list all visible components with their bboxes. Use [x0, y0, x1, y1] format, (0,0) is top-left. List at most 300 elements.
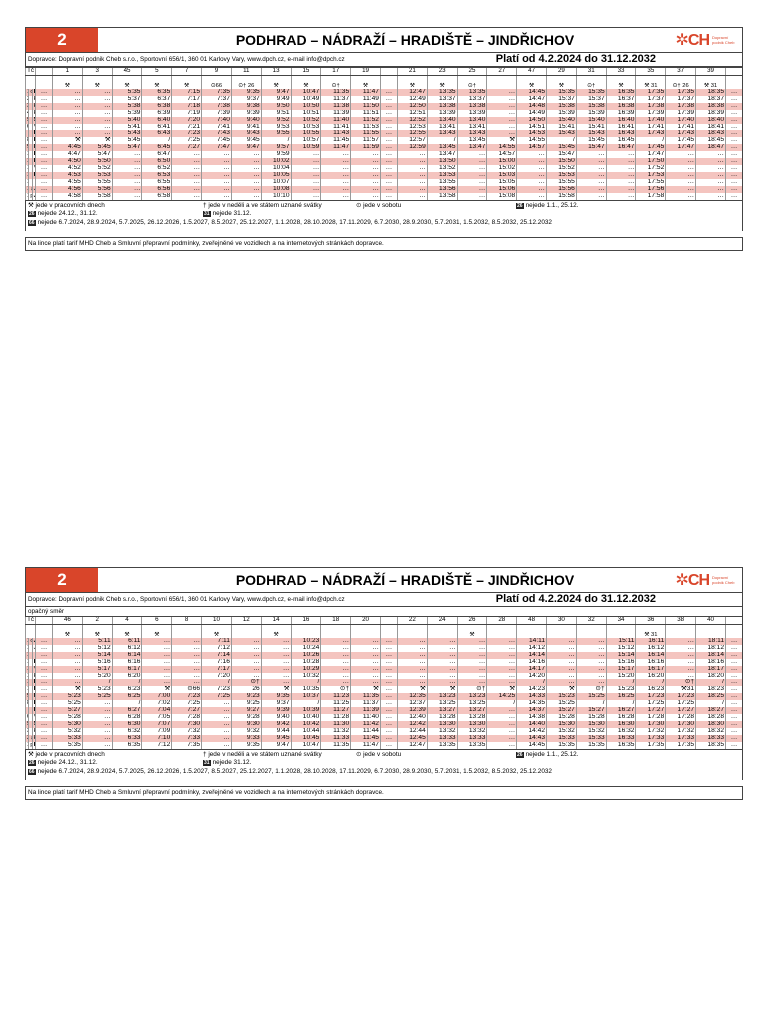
departure-time: … [576, 151, 606, 158]
connection-note [726, 76, 743, 90]
departure-time: 7:12 [142, 742, 172, 749]
departure-time: … [36, 179, 53, 186]
departure-time: 6:16 [112, 659, 142, 666]
legend [25, 201, 743, 232]
departure-time: 13:47 [457, 144, 487, 151]
departure-time: … [321, 652, 351, 659]
departure-time: … [696, 151, 726, 158]
departure-time: … [142, 679, 172, 686]
departure-time: 17:28 [636, 714, 666, 721]
departure-time: 11:27 [321, 707, 351, 714]
departure-time: 11:35 [321, 89, 351, 96]
table-row [26, 679, 743, 686]
line-number-badge: 2 [26, 568, 98, 592]
connection-number [380, 617, 397, 625]
departure-time: / [261, 137, 291, 144]
departure-time: … [321, 679, 351, 686]
departure-time: 6:17 [112, 666, 142, 673]
departure-time: 15:37 [547, 96, 577, 103]
departure-time: … [82, 700, 112, 707]
departure-time: … [53, 89, 83, 96]
stop-name [32, 110, 35, 117]
departure-time: ⊙† [321, 686, 351, 693]
departure-time: 5:25 [53, 700, 83, 707]
departure-time: 5:45 [112, 137, 142, 144]
departure-time: 18:25 [696, 693, 726, 700]
connection-note [351, 625, 381, 639]
departure-time: 16:11 [636, 638, 666, 645]
departure-time: 5:56 [82, 186, 112, 193]
direction-label: opačný směr [25, 607, 743, 616]
departure-time: 6:38 [142, 103, 172, 110]
departure-time: … [82, 96, 112, 103]
departure-time: 9:43 [231, 130, 261, 137]
departure-time: … [36, 700, 53, 707]
departure-time: 14:55 [487, 144, 517, 151]
departure-time: … [726, 686, 743, 693]
timetable-grid [25, 616, 743, 750]
departure-time: … [380, 144, 397, 151]
departure-time: … [726, 721, 743, 728]
departure-time: … [172, 172, 202, 179]
departure-time: 12:42 [397, 721, 427, 728]
departure-time: 15:50 [547, 158, 577, 165]
departure-time: … [112, 158, 142, 165]
departure-time: 11:53 [351, 124, 381, 131]
connection-number: 36 [636, 617, 666, 625]
departure-time: … [231, 186, 261, 193]
departure-time: 17:50 [636, 158, 666, 165]
departure-time: 9:30 [231, 721, 261, 728]
departure-time: … [517, 165, 547, 172]
departure-time: 9:37 [231, 96, 261, 103]
departure-time: … [380, 172, 397, 179]
departure-time: … [82, 110, 112, 117]
departure-time: … [397, 645, 427, 652]
table-row [26, 158, 743, 165]
departure-time: 12:50 [397, 103, 427, 110]
table-row [26, 179, 743, 186]
departure-time: 12:40 [397, 714, 427, 721]
connection-note: ⊙† 26 [666, 76, 696, 90]
departure-time: 11:30 [321, 721, 351, 728]
departure-time: … [427, 659, 457, 666]
legend-badge: 66 [29, 768, 35, 775]
departure-time: 11:44 [351, 728, 381, 735]
departure-time: ⊙† [231, 679, 261, 686]
departure-time: 15:28 [547, 714, 577, 721]
departure-time: 5:52 [82, 165, 112, 172]
departure-time: 11:59 [351, 144, 381, 151]
departure-time: ⚒ [397, 686, 427, 693]
departure-time: … [351, 645, 381, 652]
departure-time: ⚒ [82, 137, 112, 144]
departure-time: 9:38 [231, 103, 261, 110]
departure-time: 18:39 [696, 110, 726, 117]
departure-time: 9:37 [261, 700, 291, 707]
departure-time: 7:43 [202, 130, 232, 137]
departure-time: … [576, 659, 606, 666]
connection-number [36, 617, 53, 625]
departure-time: 9:47 [261, 89, 291, 96]
departure-time: 13:30 [457, 721, 487, 728]
legend-item: ⚒ jede v pracovních dnech [28, 750, 105, 758]
departure-time: 13:28 [427, 714, 457, 721]
departure-time: … [666, 638, 696, 645]
departure-time: 15:35 [547, 89, 577, 96]
departure-time: … [172, 652, 202, 659]
departure-time: 7:16 [202, 659, 232, 666]
departure-time: … [172, 673, 202, 680]
departure-time: … [202, 707, 232, 714]
departure-time: 13:25 [427, 700, 457, 707]
departure-time: 17:37 [636, 96, 666, 103]
departure-time: 7:02 [142, 700, 172, 707]
departure-time: … [606, 186, 636, 193]
departure-time: … [696, 158, 726, 165]
departure-time: … [172, 165, 202, 172]
departure-time: … [142, 659, 172, 666]
departure-time: … [487, 117, 517, 124]
departure-time: … [457, 186, 487, 193]
departure-time: … [666, 179, 696, 186]
operator-text: Dopravce: Dopravní podnik Cheb s.r.o., Sportovní 656/1, 360 01 Karlovy Vary, www.dpch.cz, e-mail info@dpch.cz [28, 56, 345, 63]
departure-time: 15:43 [547, 130, 577, 137]
departure-time: … [261, 673, 291, 680]
departure-time: … [36, 130, 53, 137]
departure-time: 9:59 [261, 151, 291, 158]
departure-time: 18:47 [696, 144, 726, 151]
departure-time: … [457, 638, 487, 645]
departure-time: 17:58 [636, 193, 666, 200]
departure-time: 5:37 [112, 96, 142, 103]
departure-time: 15:45 [547, 144, 577, 151]
departure-time: 5:53 [82, 172, 112, 179]
connection-note [397, 625, 427, 639]
departure-time: 6:28 [112, 714, 142, 721]
stop-name [32, 652, 35, 659]
departure-time: 18:32 [696, 728, 726, 735]
departure-time: / [547, 137, 577, 144]
connection-note: ⚒ [457, 625, 487, 639]
departure-time: 15:30 [576, 721, 606, 728]
departure-time: 7:35 [172, 742, 202, 749]
departure-time: 11:32 [321, 728, 351, 735]
departure-time: … [53, 110, 83, 117]
departure-time: 4:55 [53, 179, 83, 186]
departure-time: … [82, 130, 112, 137]
departure-time: 14:33 [517, 693, 547, 700]
departure-time: … [457, 645, 487, 652]
logo-mark: ✲CH [675, 572, 709, 589]
stop-name [32, 89, 35, 96]
departure-time: 12:55 [397, 130, 427, 137]
departure-time: 15:02 [487, 165, 517, 172]
departure-time: … [380, 721, 397, 728]
departure-time: … [380, 679, 397, 686]
departure-time: 12:59 [397, 144, 427, 151]
departure-time: … [726, 659, 743, 666]
departure-time: … [696, 172, 726, 179]
departure-time: … [380, 645, 397, 652]
departure-time: … [427, 645, 457, 652]
stop-name [32, 165, 35, 172]
departure-time: … [576, 172, 606, 179]
departure-time: … [487, 673, 517, 680]
departure-time: 17:41 [636, 124, 666, 131]
route-title: PODHRAD – NÁDRAŽÍ – HRADIŠTĚ – JINDŘICHOV [235, 572, 575, 588]
departure-time: 13:23 [427, 693, 457, 700]
departure-time: … [172, 158, 202, 165]
departure-time: … [397, 193, 427, 200]
departure-time: ⊙† [576, 686, 606, 693]
table-row [26, 151, 743, 158]
departure-time: 7:39 [202, 110, 232, 117]
departure-time: 16:38 [606, 103, 636, 110]
stop-name [32, 124, 35, 131]
departure-time: 10:47 [291, 742, 321, 749]
table-row [26, 96, 743, 103]
departure-time: … [351, 659, 381, 666]
departure-time: … [53, 666, 83, 673]
departure-time: 5:30 [53, 721, 83, 728]
departure-time: … [36, 151, 53, 158]
departure-time: … [726, 645, 743, 652]
departure-time: ⚒ [53, 686, 83, 693]
departure-time: 15:20 [606, 673, 636, 680]
departure-time: 7:37 [202, 96, 232, 103]
departure-time: … [36, 721, 53, 728]
departure-time: 15:32 [576, 728, 606, 735]
departure-time: … [726, 700, 743, 707]
departure-time: 13:40 [427, 117, 457, 124]
departure-time: … [36, 638, 53, 645]
departure-time: 10:44 [291, 728, 321, 735]
departure-time: … [36, 728, 53, 735]
departure-time: … [427, 666, 457, 673]
departure-time: 14:42 [517, 728, 547, 735]
departure-time: … [457, 679, 487, 686]
departure-time: … [517, 193, 547, 200]
departure-time: 11:52 [351, 117, 381, 124]
departure-time: 6:47 [142, 151, 172, 158]
connection-number: 48 [517, 617, 547, 625]
departure-time: 12:57 [397, 137, 427, 144]
departure-time: 13:27 [457, 707, 487, 714]
departure-time: … [231, 158, 261, 165]
departure-time: … [380, 103, 397, 110]
departure-time: 9:50 [261, 103, 291, 110]
departure-time: 5:27 [53, 707, 83, 714]
departure-time: 10:28 [291, 659, 321, 666]
departure-time: … [397, 151, 427, 158]
departure-time: … [726, 96, 743, 103]
table-row [26, 700, 743, 707]
departure-time: ⚒ [547, 686, 577, 693]
departure-time: 9:51 [261, 110, 291, 117]
connection-note: ⚒ 31 [696, 76, 726, 90]
departure-time: 14:40 [517, 721, 547, 728]
departure-time: … [487, 721, 517, 728]
departure-time: 15:25 [547, 700, 577, 707]
connection-number: 38 [666, 617, 696, 625]
departure-time: … [82, 721, 112, 728]
departure-time: 18:40 [696, 117, 726, 124]
tariff-footer: Na lince platí tarif MHD Cheb a Smluvní přepravní podmínky, zveřejněné ve vozidlech a na internetových stránkách dopravce. [25, 237, 743, 251]
departure-time: ⚒ [427, 686, 457, 693]
departure-time: 13:33 [457, 735, 487, 742]
departure-time: 6:45 [142, 144, 172, 151]
connection-note: ⚒ [397, 76, 427, 90]
table-row [26, 117, 743, 124]
departure-time: … [397, 172, 427, 179]
connection-number: 30 [547, 617, 577, 625]
connection-note: ⚒ [547, 76, 577, 90]
departure-time: … [726, 735, 743, 742]
legend-row [28, 751, 740, 760]
departure-time: … [726, 707, 743, 714]
departure-time: … [606, 179, 636, 186]
departure-time: 6:41 [142, 124, 172, 131]
departure-time: 11:51 [351, 110, 381, 117]
departure-time: 14:55 [517, 137, 547, 144]
departure-time: 5:50 [82, 158, 112, 165]
stop-name [32, 96, 35, 103]
departure-time: 11:57 [351, 137, 381, 144]
table-row [26, 186, 743, 193]
departure-time: 15:40 [547, 117, 577, 124]
departure-time: 5:40 [112, 117, 142, 124]
tc-label: Tč [27, 616, 34, 624]
stop-name [32, 735, 35, 742]
departure-time: … [380, 638, 397, 645]
departure-time: … [547, 666, 577, 673]
connection-note [172, 625, 202, 639]
departure-time: 4:53 [53, 172, 83, 179]
departure-time: / [291, 679, 321, 686]
departure-time: 9:39 [231, 110, 261, 117]
departure-time: … [380, 666, 397, 673]
departure-time: 5:39 [112, 110, 142, 117]
departure-time: … [696, 186, 726, 193]
departure-time: … [36, 686, 53, 693]
departure-time: 11:37 [321, 96, 351, 103]
legend-text: nejede 6.7.2024, 28.9.2024, 5.7.2025, 26.12.2026, 1.5.2027, 8.5.2027, 25.12.2027, 1.1.2028, 28.10.2028, 17.11.2029, 6.7.2030, 28.9.2030, 5.7.2031, 1.5.2032, 8.5.2032, 25.12.2032 [37, 767, 552, 775]
departure-time: 15:35 [547, 742, 577, 749]
legend-text: nejede 24.12., 31.12. [37, 759, 98, 766]
departure-time: 6:55 [142, 179, 172, 186]
departure-time: 13:50 [427, 158, 457, 165]
departure-time: 15:43 [576, 130, 606, 137]
departure-time: 17:52 [636, 165, 666, 172]
departure-time: 5:11 [82, 638, 112, 645]
departure-time: 17:30 [636, 721, 666, 728]
departure-time: 11:38 [321, 103, 351, 110]
departure-time: … [36, 117, 53, 124]
departure-time: … [666, 172, 696, 179]
departure-time: 6:14 [112, 652, 142, 659]
departure-time: 5:28 [53, 714, 83, 721]
departure-time: … [36, 735, 53, 742]
connection-note: ⊙66 [202, 76, 232, 90]
departure-time: … [397, 186, 427, 193]
departure-time: … [82, 103, 112, 110]
departure-time: 15:35 [576, 89, 606, 96]
table-row [26, 137, 743, 144]
connection-note: ⚒ [82, 76, 112, 90]
departure-time: ⊙† [457, 686, 487, 693]
departure-time: 16:43 [606, 130, 636, 137]
departure-time: … [321, 172, 351, 179]
table-row [26, 652, 743, 659]
departure-time: 13:52 [427, 165, 457, 172]
departure-time: … [380, 673, 397, 680]
departure-time: 18:35 [696, 742, 726, 749]
departure-time: 13:43 [427, 130, 457, 137]
connection-number: 2 [82, 617, 112, 625]
connection-note: ⚒ [517, 76, 547, 90]
stop-name [32, 186, 35, 193]
departure-time: 15:38 [576, 103, 606, 110]
departure-time: … [726, 89, 743, 96]
stop-name [32, 679, 35, 686]
stop-name [32, 742, 35, 749]
table-row [26, 144, 743, 151]
connection-number: 6 [142, 617, 172, 625]
connection-note: ⚒ [427, 76, 457, 90]
departure-time: 13:27 [427, 707, 457, 714]
stop-name [32, 686, 35, 693]
departure-time: … [261, 666, 291, 673]
departure-time: 11:33 [321, 735, 351, 742]
connection-number: 10 [202, 617, 232, 625]
departure-time: … [576, 673, 606, 680]
departure-time: / [636, 137, 666, 144]
departure-time: … [380, 659, 397, 666]
departure-time: … [726, 110, 743, 117]
connection-note [696, 625, 726, 639]
departure-time: … [351, 151, 381, 158]
departure-time: … [726, 673, 743, 680]
departure-time: 6:27 [112, 707, 142, 714]
departure-time: … [457, 179, 487, 186]
connection-note [666, 625, 696, 639]
operator-text: Dopravce: Dopravní podnik Cheb s.r.o., Sportovní 656/1, 360 01 Karlovy Vary, www.dpch.cz, e-mail info@dpch.cz [28, 596, 345, 603]
departure-time: … [53, 659, 83, 666]
connection-number: 25 [457, 68, 487, 76]
departure-time: 16:45 [606, 137, 636, 144]
legend-item [28, 759, 203, 768]
departure-time: 13:55 [427, 179, 457, 186]
departure-time: 10:04 [261, 165, 291, 172]
connection-number-row [26, 68, 743, 76]
departure-time: … [487, 679, 517, 686]
departure-time: 5:23 [53, 693, 83, 700]
connection-number: 13 [261, 68, 291, 76]
departure-time: … [261, 652, 291, 659]
stop-name [32, 666, 35, 673]
connection-number: 7 [172, 68, 202, 76]
departure-time: … [36, 645, 53, 652]
departure-time: … [666, 186, 696, 193]
departure-time: 14:45 [517, 89, 547, 96]
departure-time: 26 [231, 686, 261, 693]
departure-time: 4:56 [53, 186, 83, 193]
departure-time: 7:27 [172, 144, 202, 151]
departure-time: … [726, 130, 743, 137]
departure-time: 5:43 [112, 130, 142, 137]
departure-time: 5:47 [112, 144, 142, 151]
